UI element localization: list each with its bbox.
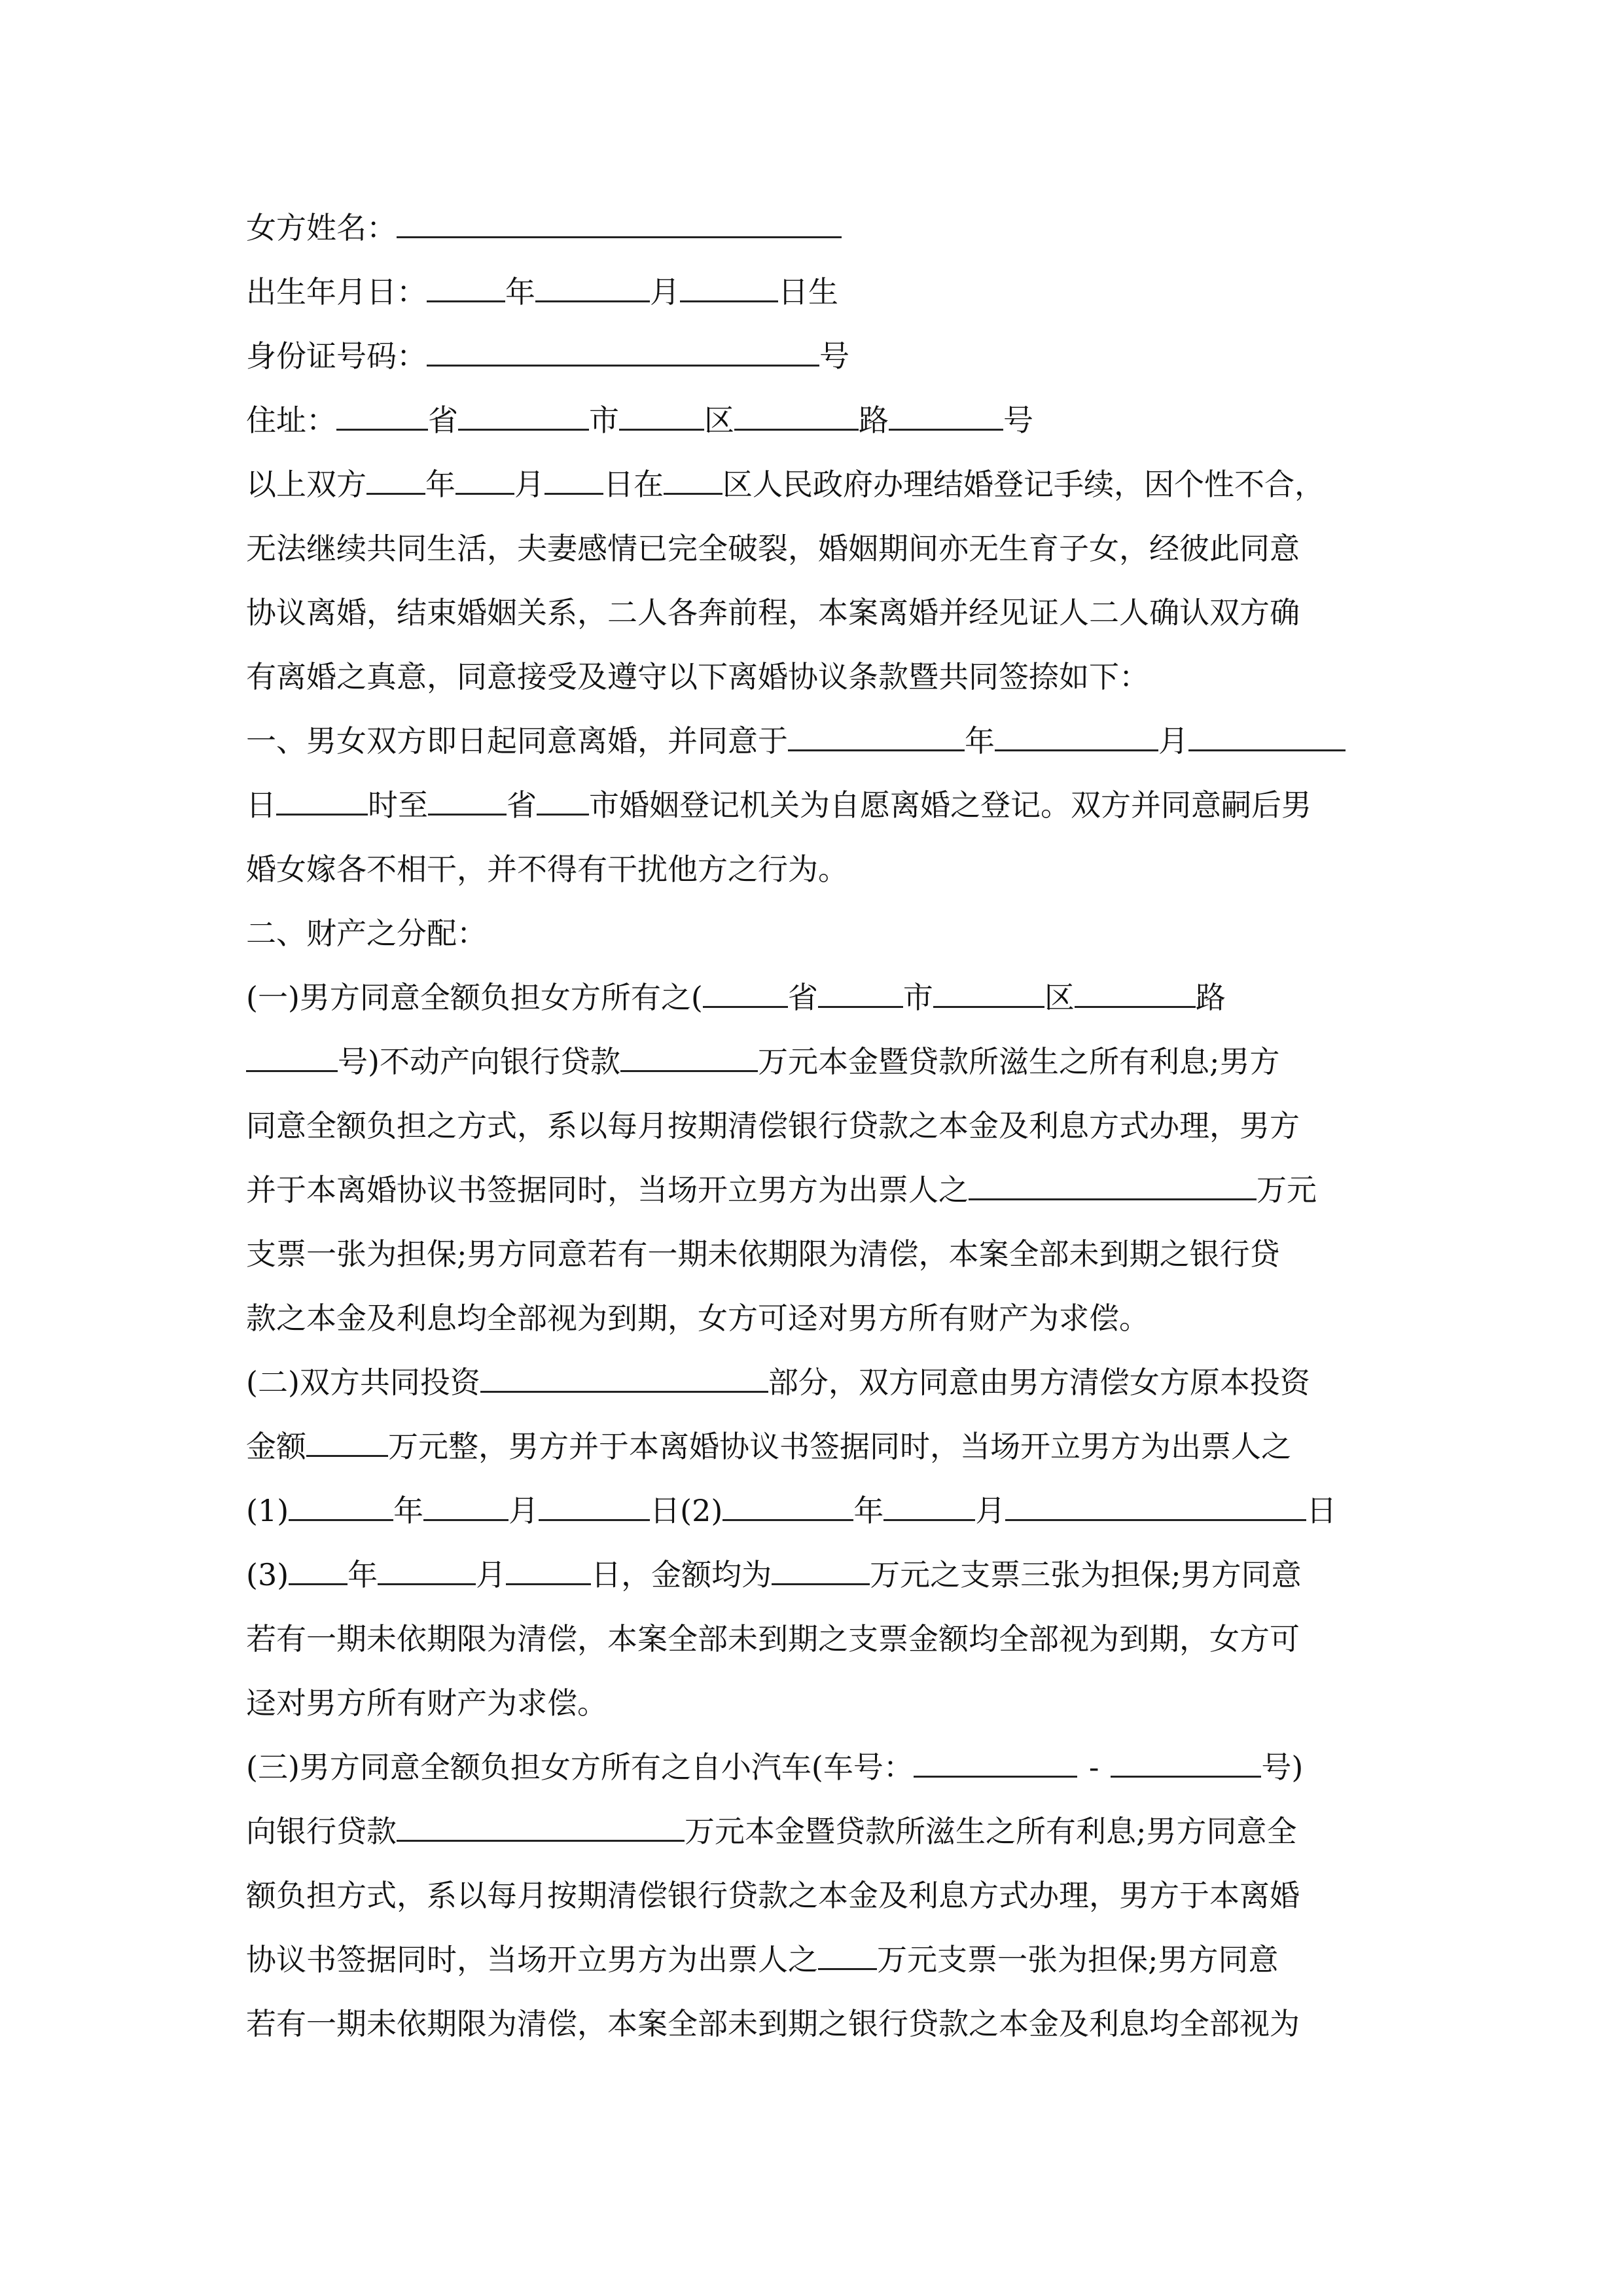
p3-cheque-blank (818, 1942, 877, 1970)
intro-line-2: 无法继续共同生活，夫妻感情已完全破裂，婚姻期间亦无生育子女，经彼此同意 (246, 531, 1300, 566)
p2-2-month-blank (883, 1493, 975, 1521)
clause-text: 省 (507, 787, 537, 823)
female-name-label: 女方姓名： (246, 210, 397, 245)
clause2-title: 二、财产之分配： (246, 916, 487, 951)
clause-text: 市婚姻登记机关为自愿离婚之登记。双方并同意嗣后男 (589, 787, 1311, 823)
p1-district-blank (933, 980, 1044, 1008)
clause2-p2-line-1 (246, 1363, 1310, 1402)
intro-year-blank (366, 467, 425, 495)
clause-text: 日(2) (650, 1493, 723, 1528)
birth-line (246, 272, 838, 312)
clause1-day-blank (1188, 723, 1346, 751)
clause-text: 万元之支票三张为担保;男方同意 (870, 1557, 1302, 1592)
clause-text: 年 (853, 1493, 884, 1528)
intro-text: 日在 (603, 467, 664, 502)
clause-text: 部分，双方同意由男方清偿女方原本投资 (768, 1365, 1310, 1400)
clause-text: - (1088, 1749, 1099, 1785)
clause-text: 号) (1261, 1749, 1304, 1785)
p2-3-year-blank (289, 1557, 348, 1585)
p1-road-blank (1075, 980, 1196, 1008)
clause-text: 金额 (246, 1429, 306, 1464)
p3-plate-blank-2 (1111, 1749, 1261, 1778)
clause-text: 协议书签据同时，当场开立男方为出票人之 (246, 1942, 818, 1977)
address-road-label: 路 (859, 403, 889, 438)
clause-text: 年 (965, 723, 995, 759)
clause-text: 月 (476, 1557, 507, 1592)
p2-3-day-blank (506, 1557, 591, 1585)
clause2-p1-line-5: 支票一张为担保;男方同意若有一期未依期限为清偿，本案全部未到期之银行贷 (246, 1236, 1280, 1272)
intro-text: 年 (425, 467, 455, 502)
clause1-year-blank (788, 723, 965, 751)
clause1-city-blank (537, 787, 589, 816)
female-name-blank (397, 210, 842, 238)
p2-1-year-blank (289, 1493, 393, 1521)
clause1-hour-blank (276, 787, 368, 816)
clause2-p2-line-2 (246, 1427, 1291, 1466)
clause1-line-1 (246, 721, 1346, 761)
clause2-p3-line-3: 额负担方式，系以每月按期清偿银行贷款之本金及利息方式办理，男方于本离婚 (246, 1878, 1300, 1913)
birth-year-label: 年 (505, 274, 535, 310)
p2-invest-blank (480, 1365, 768, 1393)
clause-text: 省 (787, 980, 818, 1015)
p2-1-month-blank (423, 1493, 508, 1521)
clause-text: 月 (1158, 723, 1188, 759)
p1-cheque-blank (969, 1172, 1257, 1200)
clause2-p3-line-2 (246, 1812, 1297, 1851)
clause1-month-blank (995, 723, 1158, 751)
p1-city-blank (818, 980, 903, 1008)
clause2-p3-line-1 (246, 1748, 1303, 1787)
clause-text: (三)男方同意全额负担女方所有之自小汽车(车号： (246, 1749, 914, 1785)
clause2-p2-line-5: 若有一期未依期限为清偿，本案全部未到期之支票金额均全部视为到期，女方可 (246, 1621, 1300, 1657)
birth-month-blank (535, 274, 650, 302)
birth-label: 出生年月日： (246, 274, 427, 310)
birth-day-blank (680, 274, 778, 302)
clause2-p1-line-2 (246, 1042, 1279, 1081)
address-district-label: 区 (704, 403, 734, 438)
address-label: 住址： (246, 403, 336, 438)
intro-text: 月 (514, 467, 544, 502)
clause1-province-blank (428, 787, 507, 816)
clause2-p2-line-4 (246, 1555, 1302, 1594)
clause-text: (1) (246, 1493, 289, 1528)
birth-day-label: 日生 (778, 274, 838, 310)
intro-line-4: 有离婚之真意，同意接受及遵守以下离婚协议条款暨共同签捺如下： (246, 659, 1149, 694)
clause-text: 日，金额均为 (591, 1557, 772, 1592)
intro-month-blank (455, 467, 514, 495)
clause-text: 年 (348, 1557, 378, 1592)
intro-line-3: 协议离婚，结束婚姻关系，二人各奔前程，本案离婚并经见证人二人确认双方确 (246, 595, 1300, 630)
address-city-label: 市 (589, 403, 619, 438)
address-road-blank (734, 403, 859, 431)
clause2-p1-line-3: 同意全额负担之方式，系以每月按期清偿银行贷款之本金及利息方式办理，男方 (246, 1108, 1300, 1143)
clause-text: 日 (1306, 1493, 1337, 1528)
intro-text: 区人民政府办理结婚登记手续，因个性不合， (722, 467, 1325, 502)
p3-loan-blank (397, 1814, 685, 1842)
clause1-line-2 (246, 785, 1311, 825)
clause-text: 号)不动产向银行贷款 (338, 1044, 620, 1079)
clause-text: 路 (1195, 980, 1226, 1015)
intro-text: 以上双方 (246, 467, 366, 502)
p2-1-day-blank (539, 1493, 650, 1521)
clause-text: (一)男方同意全额负担女方所有之( (246, 980, 703, 1015)
address-city-blank (458, 403, 589, 431)
address-number-blank (889, 403, 1003, 431)
address-province-label: 省 (428, 403, 458, 438)
idcard-blank (427, 338, 819, 367)
idcard-label: 身份证号码： (246, 338, 427, 374)
clause-text: 万元 (1257, 1172, 1317, 1208)
clause-text: 月 (508, 1493, 539, 1528)
clause-text: 市 (902, 980, 933, 1015)
address-district-blank (619, 403, 704, 431)
p3-plate-blank-1 (914, 1749, 1077, 1778)
clause-text: 时至 (368, 787, 428, 823)
p2-2-year-blank (722, 1493, 853, 1521)
idcard-suffix: 号 (819, 338, 849, 374)
p1-province-blank (703, 980, 788, 1008)
clause2-p1-line-1 (246, 978, 1226, 1017)
intro-day-blank (544, 467, 603, 495)
birth-year-blank (427, 274, 505, 302)
clause2-p2-line-6: 迳对男方所有财产为求偿。 (246, 1685, 607, 1721)
clause-text: 万元整，男方并于本离婚协议书签据同时，当场开立男方为出票人之 (388, 1429, 1291, 1464)
clause-text: 万元支票一张为担保;男方同意 (877, 1942, 1279, 1977)
p2-2-day-blank (1005, 1493, 1306, 1521)
p2-amount-each-blank (772, 1557, 870, 1585)
clause-text: 日 (246, 787, 276, 823)
clause-text: 万元本金暨贷款所滋生之所有利息;男方同意全 (685, 1814, 1297, 1849)
clause-text: 万元本金暨贷款所滋生之所有利息;男方 (757, 1044, 1280, 1079)
clause2-p3-line-4 (246, 1940, 1279, 1979)
clause-text: 向银行贷款 (246, 1814, 397, 1849)
clause-text: 月 (975, 1493, 1006, 1528)
clause-text: 区 (1044, 980, 1075, 1015)
address-province-blank (336, 403, 428, 431)
female-name-line (246, 208, 842, 247)
address-line (246, 401, 1033, 440)
clause2-p1-line-6: 款之本金及利息均全部视为到期，女方可迳对男方所有财产为求偿。 (246, 1300, 1149, 1336)
clause2-p3-line-5: 若有一期未依期限为清偿，本案全部未到期之银行贷款之本金及利息均全部视为 (246, 2006, 1300, 2041)
intro-district-blank (664, 467, 722, 495)
address-number-label: 号 (1003, 403, 1033, 438)
clause-text: 并于本离婚协议书签据同时，当场开立男方为出票人之 (246, 1172, 969, 1208)
p1-number-blank (246, 1044, 338, 1072)
birth-month-label: 月 (650, 274, 680, 310)
p2-3-month-blank (378, 1557, 476, 1585)
clause-text: (二)双方共同投资 (246, 1365, 480, 1400)
p2-amount-blank (306, 1429, 388, 1457)
clause2-p2-line-3 (246, 1491, 1336, 1530)
clause2-p1-line-4 (246, 1170, 1317, 1210)
clause-text: 一、男女双方即日起同意离婚，并同意于 (246, 723, 788, 759)
clause-text: (3) (246, 1557, 289, 1592)
clause1-line-3: 婚女嫁各不相干，并不得有干扰他方之行为。 (246, 852, 848, 887)
idcard-line (246, 336, 849, 376)
p1-loan-blank (620, 1044, 758, 1072)
clause-text: 年 (393, 1493, 424, 1528)
intro-line-1 (246, 465, 1325, 504)
